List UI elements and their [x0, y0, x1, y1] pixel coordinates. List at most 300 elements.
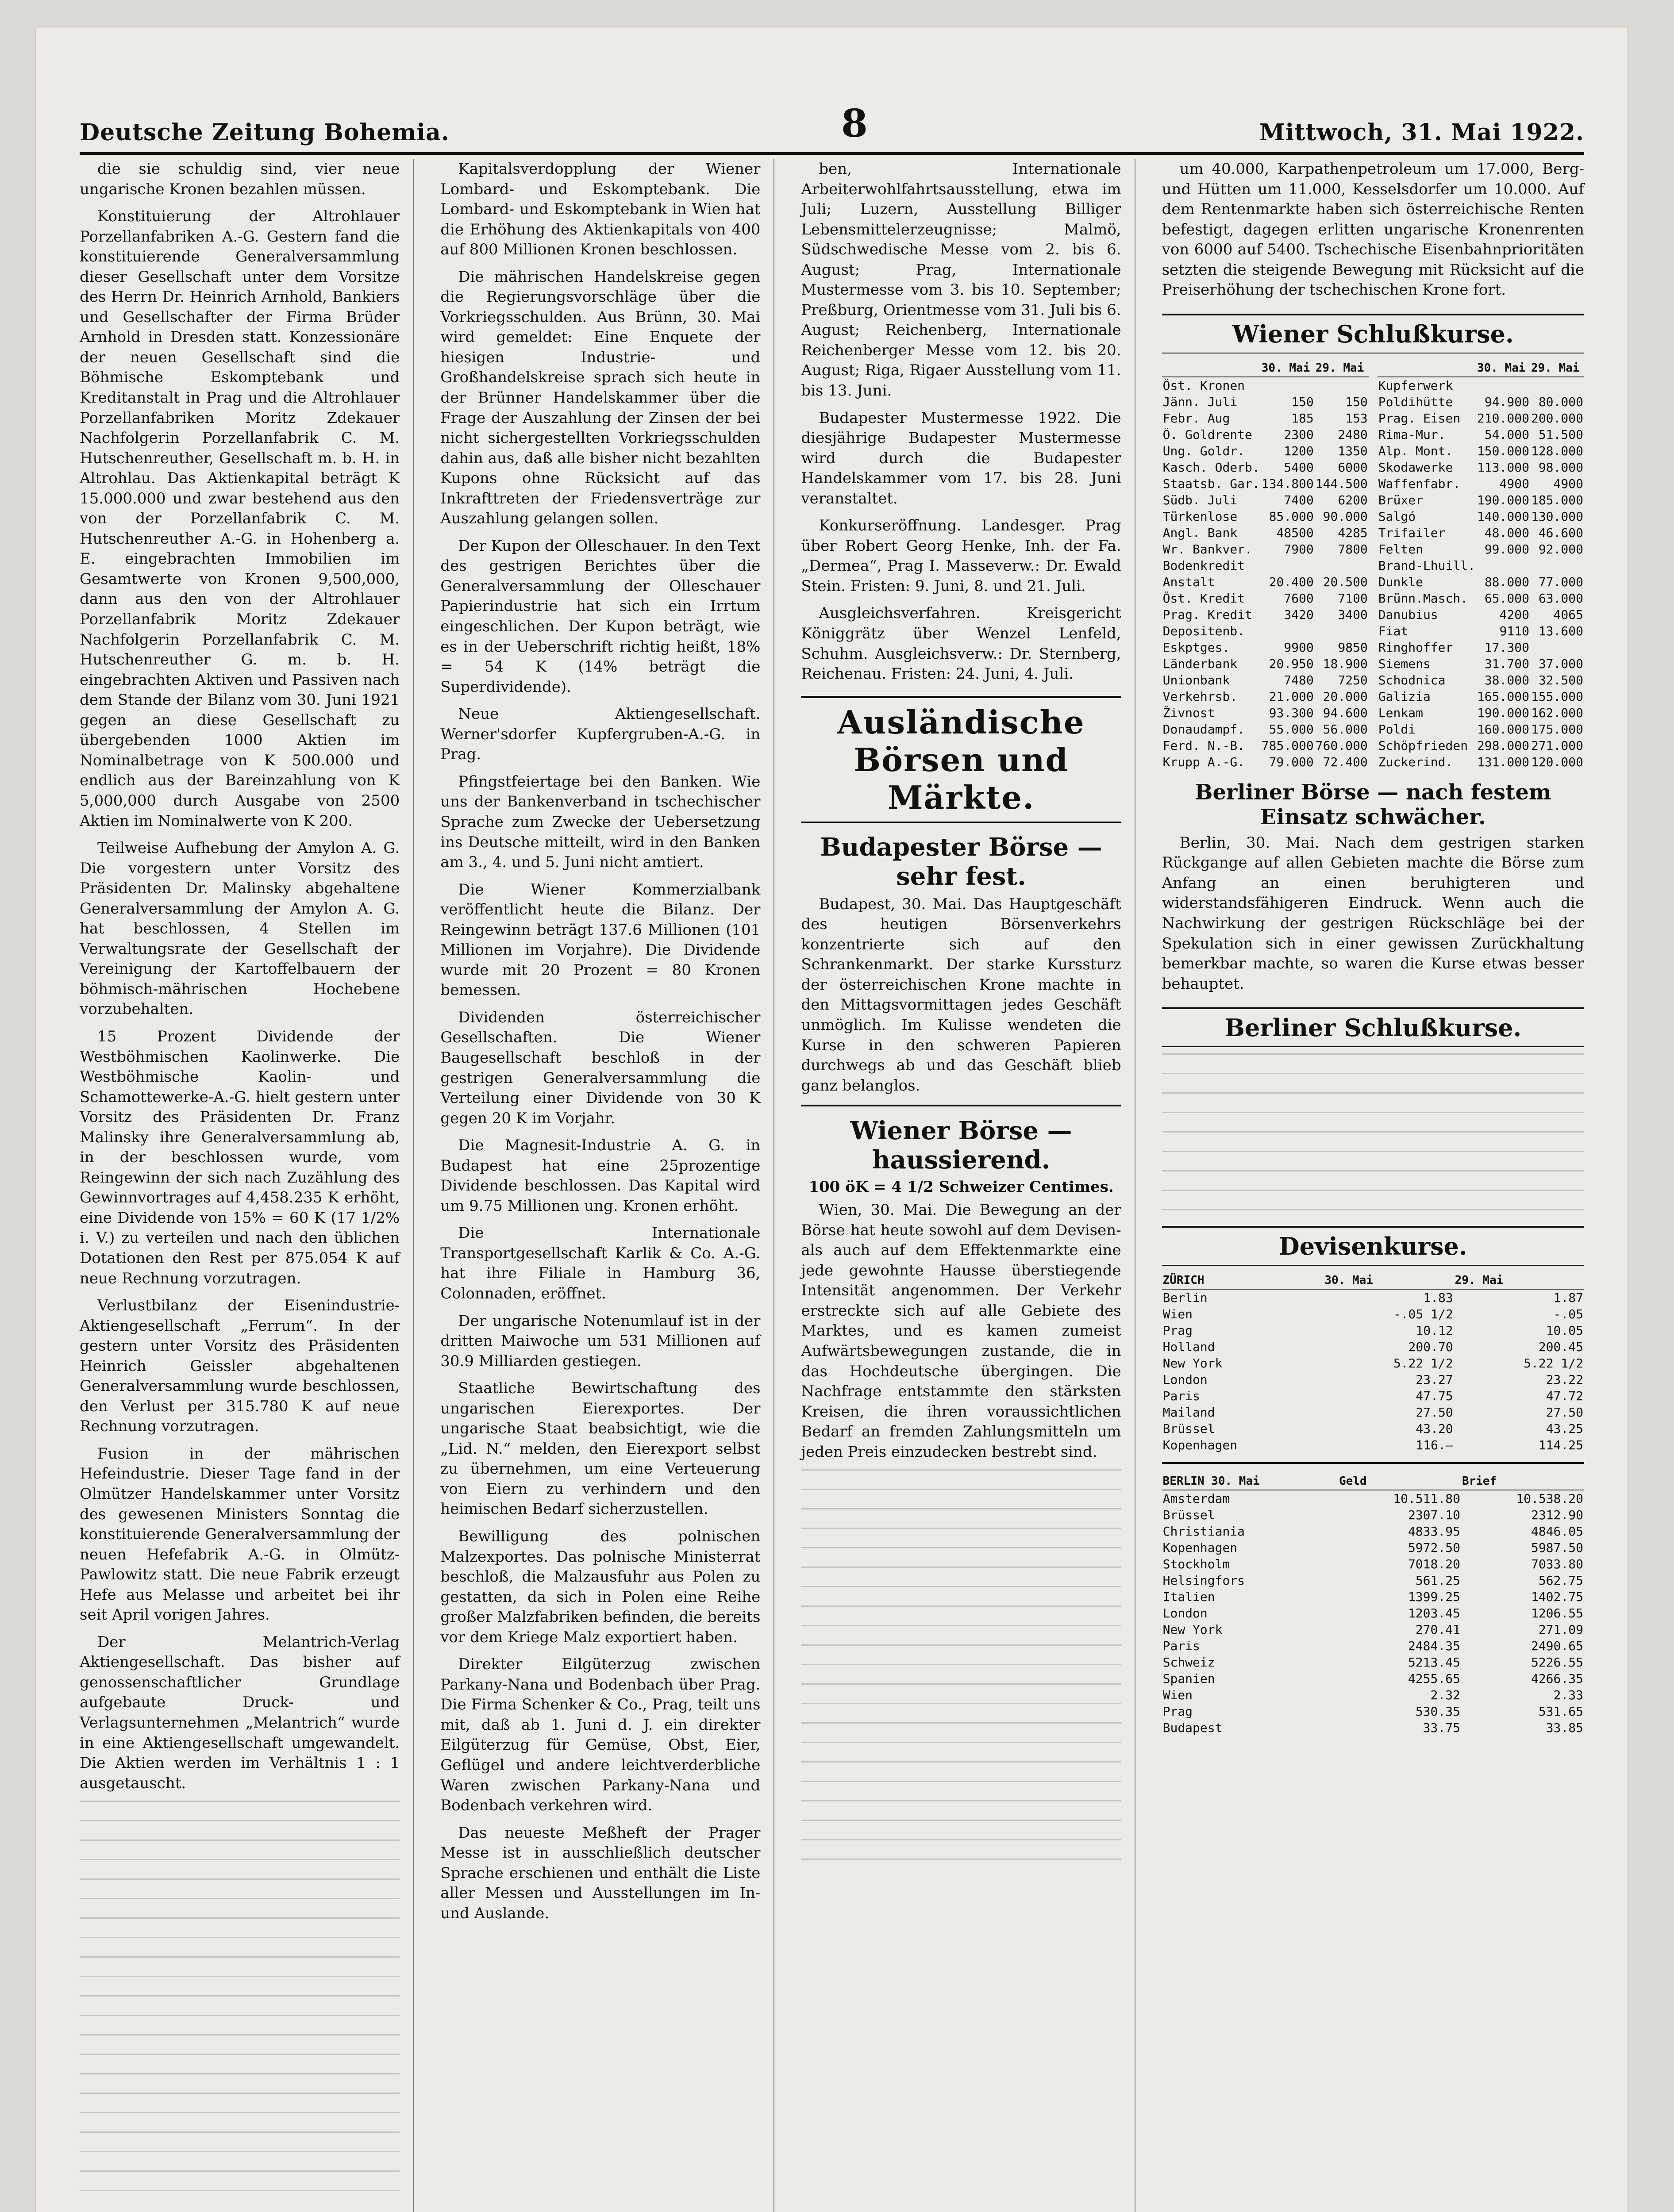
article-paragraph: Die Wiener Kommerzialbank veröffentlicht heute die Bilanz. Der Reingewinn beträgt 137.6 Millionen (101 Millionen im Vorjahre). Die Dividende wurde mit 20 Prozent = 80 Kronen bemessen. — [440, 880, 761, 999]
quote-value: 48500 — [1276, 525, 1314, 540]
quote-value: 3400 — [1338, 607, 1368, 622]
table-header-row — [1162, 360, 1369, 377]
quote-value: 10.12 — [1416, 1323, 1453, 1338]
quote-value — [1261, 557, 1315, 574]
security-name: Prag. Kredit — [1162, 607, 1252, 622]
quote-value: 5972.50 — [1408, 1540, 1460, 1555]
quote-value: 9110 — [1499, 623, 1529, 638]
table-row — [1162, 1421, 1584, 1437]
quote-value — [1476, 377, 1530, 394]
quote-value: 5.22 1/2 — [1393, 1356, 1453, 1371]
quote-value: 5987.50 — [1531, 1540, 1583, 1555]
column-1 — [80, 159, 414, 2212]
quote-value: 7900 — [1284, 541, 1314, 557]
quote-value: 80.000 — [1538, 394, 1583, 409]
quote-value: 23.27 — [1416, 1372, 1453, 1387]
table-row — [1162, 1404, 1584, 1421]
quote-value: 6000 — [1338, 460, 1368, 475]
security-name: Mailand — [1162, 1405, 1215, 1420]
article-paragraph: die sie schuldig sind, vier neue ungarische Kronen bezahlen müssen. — [80, 160, 400, 198]
quote-value: 20.400 — [1269, 574, 1314, 589]
security-name: Febr. Aug — [1162, 411, 1230, 426]
security-name: Ö. Goldrente — [1162, 427, 1252, 442]
column-header: Brief — [1461, 1473, 1584, 1490]
quote-value: 144.500 — [1315, 476, 1368, 491]
security-name: Rima-Mur. — [1378, 427, 1446, 442]
quote-value: 1200 — [1284, 443, 1314, 458]
table-row — [1162, 557, 1369, 574]
security-name: Dunkle — [1378, 574, 1423, 589]
security-name: Brüxer — [1378, 492, 1423, 507]
article-paragraph: Budapest, 30. Mai. Das Hauptgeschäft des heutigen Börsenverkehrs konzentrierte sich auf den Schrankenmarkt. Der starke Kurssturz der österreichischen Krone machte in den Mittagsvormittagen jedes Geschäft unmöglich. Im Kulisse wendeten die Kurse in den schweren Papieren durchwegs ab und das Geschäft blieb ganz belanglos. — [801, 895, 1121, 1094]
table-row — [1162, 1589, 1584, 1605]
table-row — [1162, 656, 1369, 672]
quote-value: 93.300 — [1269, 705, 1314, 720]
quote-value: 27.50 — [1416, 1405, 1453, 1420]
quote-value — [1261, 377, 1315, 394]
table-row — [1162, 754, 1369, 770]
quote-value: 7400 — [1284, 492, 1314, 507]
quote-value: 162.000 — [1531, 705, 1583, 720]
quote-value: 185.000 — [1531, 492, 1583, 507]
article-paragraph: 15 Prozent Dividende der Westböhmischen Kaolinwerke. Die Westböhmische Kaolin- und Schamottewerke-A.-G. hielt gestern unter Vorsitz des Präsidenten Dr. Franz Malinsky ihre Generalversammlung ab, in der beschlossen wurde, vom Reingewinn der sich nach Zuzählung des Gewinnvortrages auf 4,458.235 K erhöht, eine Dividende von 15% = 60 K (17 1/2% i. V.) zu verteilen und nach den üblichen Dotationen den Rest per 875.054 K auf neue Rechnung vorzutragen. — [80, 1027, 400, 1287]
quote-value: 27.50 — [1546, 1405, 1583, 1420]
berlin-heading: Berliner Börse — nach festem Einsatz schwächer. — [1194, 780, 1551, 830]
zurich-quote-table — [1162, 1272, 1584, 1453]
security-name: Wien — [1162, 1688, 1193, 1703]
column-4 — [1162, 159, 1584, 2212]
column-header: 30. Mai — [1476, 360, 1530, 377]
table-row — [1162, 1556, 1584, 1572]
security-name: Öst. Kredit — [1162, 591, 1245, 606]
column-header: BERLIN 30. Mai — [1162, 1473, 1338, 1490]
table-row — [1162, 1572, 1584, 1589]
article-paragraph: Wien, 30. Mai. Die Bewegung an der Börse hat heute sowohl auf dem Devisen- als auch auf dem Effektenmarkte eine jede gewohnte Hausse überstiegende Intensität angenommen. Der Verkehr erstreckte sich auf alle Gebiete des Marktes, und es kamen zumeist Aufwärtsbewegungen zustande, die in das Hochdeutsche übergingen. Die Nachfrage entstammte den stärksten Kreisen, die ihren voraussichtlichen Bedarf an fremden Zahlungsmitteln um jeden Preis einzudecken bestrebt sind. — [801, 1201, 1121, 1461]
table-row — [1162, 410, 1369, 426]
quote-value: 20.500 — [1323, 574, 1368, 589]
security-name: Wien — [1162, 1307, 1193, 1322]
quote-value: 79.000 — [1269, 754, 1314, 769]
quote-value: 7480 — [1284, 672, 1314, 687]
quote-value: 20.000 — [1323, 689, 1368, 704]
table-row — [1378, 426, 1584, 443]
section-heading: Ausländische Börsen und Märkte. — [801, 696, 1121, 823]
article-columns — [80, 159, 1584, 2212]
quote-value — [1315, 557, 1369, 574]
article-paragraph: Bewilligung des polnischen Malzexportes. Das polnische Ministerrat beschloß, die Malzausfuhr aus Polen zu gestatten, da sich in Polen eine Reihe großer Malzfabriken befinden, die bereits vor dem Kriege Malz exportiert haben. — [440, 1528, 761, 1646]
quote-value: 150 — [1345, 394, 1368, 409]
quote-value: 33.75 — [1423, 1720, 1460, 1736]
security-name: Brünn.Masch. — [1378, 591, 1468, 606]
quote-value: 271.09 — [1538, 1622, 1583, 1637]
security-name: New York — [1162, 1356, 1223, 1371]
table-row — [1378, 721, 1584, 737]
table-row — [1162, 574, 1369, 590]
table-row — [1162, 459, 1369, 476]
security-name: Amsterdam — [1162, 1491, 1230, 1506]
quote-value: 4846.05 — [1531, 1524, 1583, 1539]
budapest-heading: Budapester Börse — sehr fest. — [820, 832, 1102, 891]
security-name: Jänn. Juli — [1162, 394, 1238, 409]
quote-value: 77.000 — [1538, 574, 1583, 589]
quote-value: 190.000 — [1477, 705, 1529, 720]
table-row — [1162, 1322, 1584, 1339]
quote-value: 90.000 — [1323, 509, 1368, 524]
quote-value: 7250 — [1338, 672, 1368, 687]
quote-value: 21.000 — [1269, 689, 1314, 704]
quote-value: 530.35 — [1415, 1704, 1460, 1719]
security-name: Berlin — [1162, 1290, 1208, 1306]
quote-value: 165.000 — [1477, 689, 1529, 704]
article-paragraph: Der Melantrich-Verlag Aktiengesellschaft. Das bisher auf genossenschaftlicher Grundlage aufgebaute Druck- und Verlagsunternehmen „Melantrich“ wurde in eine Aktiengesellschaft umgewandelt. Die Aktien werden im Verhältnis 1 : 1 ausgetauscht. — [80, 1633, 400, 1792]
security-name: Anstalt — [1162, 574, 1215, 589]
security-name: Galizia — [1378, 689, 1431, 704]
article-paragraph: Dividenden österreichischer Gesellschaften. Die Wiener Baugesellschaft beschloß in der gestrigen Generalversammlung die Verteilung einer Dividende von 30 K gegen 20 K im Vorjahr. — [440, 1008, 761, 1127]
security-name: Budapest — [1162, 1720, 1223, 1736]
security-name: Schöpfrieden — [1378, 738, 1468, 753]
security-name: Fiat — [1378, 623, 1408, 638]
quote-value: 98.000 — [1538, 460, 1583, 475]
table-row — [1378, 394, 1584, 410]
berlin-devisen-table — [1162, 1473, 1584, 1736]
table-row — [1162, 721, 1369, 737]
security-name: Stockholm — [1162, 1557, 1230, 1572]
security-name: Salgó — [1378, 509, 1416, 524]
article-paragraph: Kapitalsverdopplung der Wiener Lombard- und Eskomptebank. Die Lombard- und Eskomptebank in Wien hat die Erhöhung des Aktienkapitals von 400 auf 800 Millionen Kronen beschlossen. — [440, 160, 761, 259]
table-row — [1162, 1638, 1584, 1654]
quote-value: 1350 — [1338, 443, 1368, 458]
table-row — [1162, 590, 1369, 607]
table-row — [1378, 705, 1584, 721]
quote-value: 562.75 — [1538, 1573, 1583, 1588]
quote-value: 38.000 — [1484, 672, 1529, 687]
quote-value: 4833.95 — [1408, 1524, 1460, 1539]
quote-value: 99.000 — [1484, 541, 1529, 557]
security-name: Waffenfabr. — [1378, 476, 1461, 491]
quote-tables — [1162, 360, 1584, 770]
security-name: Siemens — [1378, 656, 1431, 671]
quote-value: -.05 — [1553, 1307, 1583, 1322]
quote-value — [1476, 557, 1530, 574]
quote-value: 54.000 — [1484, 427, 1529, 442]
quote-value: 153 — [1345, 411, 1368, 426]
page-number: 8 — [841, 101, 868, 146]
article-paragraph: Ausgleichsverfahren. Kreisgericht Königgrätz über Wenzel Lenfeld, Schuhm. Ausgleichsverw.: Dr. Sternberg, Reichenau. Fristen: 24. Juni, 4. Juli. — [801, 604, 1121, 683]
quote-table-left — [1162, 360, 1369, 770]
table-row — [1378, 656, 1584, 672]
table-row — [1162, 377, 1369, 394]
quote-value: 88.000 — [1484, 574, 1529, 589]
security-name: Christiania — [1162, 1524, 1245, 1539]
wien-heading: Wiener Börse — haussierend. — [850, 1116, 1072, 1175]
security-name: Ung. Goldr. — [1162, 443, 1245, 458]
table-row — [1162, 1523, 1584, 1540]
table-row — [1162, 688, 1369, 705]
table-row — [1162, 1654, 1584, 1671]
table-row — [1162, 525, 1369, 541]
quote-value: 116.— — [1416, 1438, 1453, 1453]
article-paragraph: Die Magnesit-Industrie A. G. in Budapest hat eine 25prozentige Dividende beschlossen. Das Kapital wird um 9.75 Millionen ung. Kronen erhöht. — [440, 1137, 761, 1215]
article-paragraph: ben, Internationale Arbeiterwohlfahrtsausstellung, etwa im Juli; Luzern, Ausstellung Billiger Lebensmittelerzeugnisse; Malmö, Südschwedische Messe vom 2. bis 6. August; Prag, Internationale Mustermesse vom 3. bis 10. September; Preßburg, Orientmesse vom 31. Juli bis 6. August; Reichenberg, Internationale Reichenberger Messe vom 12. bis 20. August; Riga, Rigaer Ausstellung vom 11. bis 13. Juni. — [801, 160, 1121, 400]
article-paragraph: Konstituierung der Altrohlauer Porzellanfabriken A.-G. Gestern fand die konstituierende Generalversammlung dieser Gesellschaft unter dem Vorsitze des Herrn Dr. Heinrich Arnhold, Bankiers und Gesellschafter der Firma Brüder Arnhold in Dresden statt. Konzessionäre der neuen Gesellschaft sind die Böhmische Eskomptebank und Kreditanstalt in Prag und die Altrohlauer Porzellanfabriken Moritz Zdekauer Nachfolgerin Porzellanfabrik C. M. Hutschenreuther, Gesellschaft m. b. H. in Altrohlau. Das Aktienkapital beträgt K 15.000.000 und zwar bestehend aus den von der Porzellanfabrik C. M. Hutschenreuther A.-G. in Hohenberg a. E. eingebrachten Immobilien im Gesamtwerte von Kronen 9,500,000, dann aus den von der Altrohlauer Porzellanfabrik Moritz Zdekauer Nachfolgerin Porzellanfabrik C. M. Hutschenreuther G. m. b. H. eingebrachten Aktiven und Passiven nach dem Stande der Bilanz vom 30. Juni 1921 gegen an diese Gesellschaft zu übergebenden 1000 Aktien im Nominalbetrage von K 500.000 und endlich aus der Bareinzahlung von K 5,000,000 durch Ausgabe von 2500 Aktien im Nominalwerte von K 200. — [80, 207, 400, 830]
security-name: Kupferwerk — [1378, 378, 1453, 393]
table-row — [1378, 410, 1584, 426]
quote-value: -.05 1/2 — [1393, 1307, 1453, 1322]
table-row — [1162, 1507, 1584, 1523]
issue-date: Mittwoch, 31. Mai 1922. — [1259, 119, 1584, 146]
table-row — [1162, 1540, 1584, 1556]
quote-value: 13.600 — [1538, 623, 1583, 638]
quote-value: 94.900 — [1484, 394, 1529, 409]
table-row — [1162, 426, 1369, 443]
quote-value: 33.85 — [1546, 1720, 1583, 1736]
security-name: Holland — [1162, 1340, 1215, 1355]
security-name: Unionbank — [1162, 672, 1230, 687]
security-name: Lenkam — [1378, 705, 1423, 720]
table-row — [1378, 557, 1584, 574]
security-name: Italien — [1162, 1590, 1215, 1605]
table-row — [1162, 508, 1369, 525]
security-name: Depositenb. — [1162, 623, 1245, 638]
table-row — [1162, 1289, 1584, 1306]
column-header — [1162, 360, 1261, 377]
wiener-schlusskurse-heading: Wiener Schlußkurse. — [1162, 314, 1584, 353]
table-row — [1162, 1687, 1584, 1703]
security-name: Brand-Lhuill. — [1378, 558, 1475, 573]
article-paragraph: Die mährischen Handelskreise gegen die Regierungsvorschläge über die Vorkriegsschulden. Aus Brünn, 30. Mai wird gemeldet: Eine Enquete der hiesigen Industrie- und Großhandelskreise sprach sich heute in der Brünner Handelskammer über die Frage der Auszahlung der Zinsen der bei nicht sichergestellten Vorkriegsschulden dahin aus, daß alle bisher nicht bezahlten Kupons ohne Rücksicht auf das Inkrafttreten der Friedensverträge zur Auszahlung gelangen sollen. — [440, 268, 761, 528]
quote-value — [1530, 639, 1584, 656]
table-row — [1162, 1720, 1584, 1736]
text-lines — [801, 1469, 1121, 1867]
column-header — [1378, 360, 1476, 377]
quote-value: 48.000 — [1484, 525, 1529, 540]
article-paragraph: Pfingstfeiertage bei den Banken. Wie uns der Bankenverband in tschechischer Sprache zum Zwecke der Uebersetzung ins Deutsche mitteilt, wird in den Banken am 3., 4. und 5. Juni nicht amtiert. — [440, 772, 761, 872]
table-row — [1378, 525, 1584, 541]
table-row — [1162, 623, 1369, 639]
table-header-row — [1162, 1272, 1584, 1289]
quote-value — [1530, 377, 1584, 394]
quote-value: 150.000 — [1477, 443, 1529, 458]
quote-table-right — [1378, 360, 1584, 770]
security-name: Brüssel — [1162, 1421, 1215, 1436]
quote-value: 5.22 1/2 — [1524, 1356, 1583, 1371]
table-row — [1162, 541, 1369, 557]
security-name: Paris — [1162, 1389, 1200, 1404]
security-name: Länderbank — [1162, 656, 1238, 671]
text-lines — [80, 1801, 400, 2199]
table-row — [1378, 476, 1584, 492]
table-row — [1378, 737, 1584, 754]
quote-value: 175.000 — [1531, 722, 1583, 737]
quote-value: 10.538.20 — [1516, 1491, 1583, 1506]
quote-value: 2312.90 — [1531, 1508, 1583, 1523]
table-header-row — [1162, 1473, 1584, 1490]
table-row — [1378, 607, 1584, 623]
security-name: Poldihütte — [1378, 394, 1453, 409]
table-row — [1378, 590, 1584, 607]
article-paragraph: Die Internationale Transportgesellschaft Karlik & Co. A.-G. hat ihre Filiale in Hamburg 36, Colonnaden, eröffnet. — [440, 1224, 761, 1302]
security-name: Prag. Eisen — [1378, 411, 1461, 426]
quote-value: 2.33 — [1553, 1688, 1583, 1703]
security-name: Poldi — [1378, 722, 1416, 737]
security-name: Brüssel — [1162, 1508, 1215, 1523]
quote-value: 7100 — [1338, 591, 1368, 606]
quote-value: 2484.35 — [1408, 1639, 1460, 1654]
quote-value: 1399.25 — [1408, 1590, 1460, 1605]
quote-value: 200.45 — [1538, 1340, 1583, 1355]
security-name: Prag — [1162, 1704, 1193, 1719]
quote-value: 72.400 — [1323, 754, 1368, 769]
column-3 — [801, 159, 1135, 2212]
quote-value: 4065 — [1553, 607, 1583, 622]
security-name: Kasch. Oderb. — [1162, 460, 1260, 475]
security-name: Paris — [1162, 1639, 1200, 1654]
column-header: 29. Mai — [1315, 360, 1369, 377]
security-name: Skodawerke — [1378, 460, 1453, 475]
quote-value: 32.500 — [1538, 672, 1583, 687]
table-row — [1162, 1605, 1584, 1621]
quote-value: 200.000 — [1531, 411, 1583, 426]
table-row — [1162, 1339, 1584, 1355]
article-paragraph: Budapester Mustermesse 1922. Die diesjährige Budapester Mustermesse wird durch die Budapester Handelskammer vom 17. bis 28. Juni veranstaltet. — [801, 409, 1121, 507]
quote-value: 7018.20 — [1408, 1557, 1460, 1572]
table-row — [1162, 476, 1369, 492]
article-paragraph: Staatliche Bewirtschaftung des ungarischen Eierexportes. Der ungarische Staat beabsichtigt, wie die „Lid. N.“ melden, den Eierexport selbst zu übernehmen, um eine Verteuerung von Eiern zu verhindern und den heimischen Bedarf sicherzustellen. — [440, 1379, 761, 1518]
security-name: Kopenhagen — [1162, 1540, 1238, 1555]
quote-value: 4900 — [1553, 476, 1583, 491]
quote-value: 46.600 — [1538, 525, 1583, 540]
quote-value: 185 — [1291, 411, 1314, 426]
quote-value: 210.000 — [1477, 411, 1529, 426]
quote-value: 130.000 — [1531, 509, 1583, 524]
page-header — [80, 93, 1584, 155]
security-name: Türkenlose — [1162, 509, 1238, 524]
table-row — [1162, 1671, 1584, 1687]
table-row — [1162, 492, 1369, 508]
quote-value — [1530, 557, 1584, 574]
article-paragraph: Berlin, 30. Mai. Nach dem gestrigen starken Rückgange auf allen Gebieten machte die Börse zum Anfang an einen beruhigteren und widerstandsfähigeren Eindruck. Wenn auch die Nachwirkung der gestrigen Rückschläge bei der Spekulation sich in einer gewissen Zurückhaltung bemerkbar machte, so waren die Kurse etwas besser behauptet. — [1162, 833, 1584, 993]
quote-value: 1402.75 — [1531, 1590, 1583, 1605]
security-name: Kopenhagen — [1162, 1438, 1238, 1453]
table-row — [1162, 639, 1369, 656]
quote-value — [1315, 377, 1369, 394]
quote-value: 4200 — [1499, 607, 1529, 622]
table-row — [1162, 1355, 1584, 1371]
article-paragraph: Direkter Eilgüterzug zwischen Parkany-Nana und Bodenbach über Prag. Die Firma Schenker & Co., Prag, teilt uns mit, daß ab 1. Juni d. J. ein direkter Eilgüterzug für Gemüse, Obst, Eier, Geflügel und andere leichtverderbliche Waren zwischen Parkany-Nana und Bodenbach verkehren wird. — [440, 1655, 761, 1815]
table-row — [1378, 623, 1584, 639]
table-row — [1378, 377, 1584, 394]
quote-value: 160.000 — [1477, 722, 1529, 737]
quote-value — [1315, 623, 1369, 639]
quote-value: 190.000 — [1477, 492, 1529, 507]
quote-value: 47.75 — [1416, 1389, 1453, 1404]
article-paragraph: Der Kupon der Olleschauer. In den Text des gestrigen Berichtes über die Generalversammlung der Olleschauer Papierindustrie hat sich ein Irrtum eingeschlichen. Der Kupon beträgt, wie es in der Ueberschrift richtig heißt, 18% = 54 K (14% beträgt die Superdividende). — [440, 537, 761, 696]
quote-value: 7033.80 — [1531, 1557, 1583, 1572]
quote-value: 43.25 — [1546, 1421, 1583, 1436]
quote-value: 43.20 — [1416, 1421, 1453, 1436]
quote-value: 785.000 — [1261, 738, 1314, 753]
quote-value: 531.65 — [1538, 1704, 1583, 1719]
column-2 — [440, 159, 774, 2212]
quote-value: 120.000 — [1531, 754, 1583, 769]
table-row — [1162, 607, 1369, 623]
divider — [1162, 1462, 1584, 1464]
security-name: Danubius — [1378, 607, 1438, 622]
table-row — [1162, 1388, 1584, 1404]
quote-value: 9900 — [1284, 640, 1314, 655]
quote-value: 2490.65 — [1531, 1639, 1583, 1654]
table-row — [1378, 541, 1584, 557]
security-name: Felten — [1378, 541, 1423, 557]
table-row — [1162, 1621, 1584, 1638]
quote-value: 94.600 — [1323, 705, 1368, 720]
quote-value: 4255.65 — [1408, 1671, 1460, 1686]
quote-value: 7600 — [1284, 591, 1314, 606]
column-header: ZÜRICH — [1162, 1272, 1324, 1289]
security-name: Schodnica — [1378, 672, 1446, 687]
newspaper-page — [35, 27, 1628, 2212]
table-row — [1162, 1371, 1584, 1388]
quote-value: 5213.45 — [1408, 1655, 1460, 1670]
quote-value: 4266.35 — [1531, 1671, 1583, 1686]
security-name: Eskptges. — [1162, 640, 1230, 655]
quote-value: 2300 — [1284, 427, 1314, 442]
table-row — [1378, 459, 1584, 476]
article-paragraph: Teilweise Aufhebung der Amylon A. G. Die vorgestern unter Vorsitz des Präsidenten Dr. Malinsky abgehaltene Generalversammlung der Amylon A. G. hat beschlossen, 4 Stellen im Verwaltungsrate der Gesellschaft der Vereinigung der Kartoffelbauern der böhmisch-mährischen Hochebene vorzubehalten. — [80, 839, 400, 1018]
quote-value: 3420 — [1284, 607, 1314, 622]
quote-value: 113.000 — [1477, 460, 1529, 475]
security-name: Živnost — [1162, 705, 1215, 720]
quote-value: 1206.55 — [1531, 1606, 1583, 1621]
exchange-note: 100 öK = 4 1/2 Schweizer Centimes. — [808, 1178, 1114, 1196]
security-name: Wr. Bankver. — [1162, 541, 1252, 557]
quote-value: 200.70 — [1408, 1340, 1453, 1355]
column-header: Geld — [1338, 1473, 1461, 1490]
quote-value: 31.700 — [1484, 656, 1529, 671]
article-paragraph: Neue Aktiengesellschaft. Werner'sdorfer Kupfergruben-A.-G. in Prag. — [440, 705, 761, 764]
devisenkurse-heading: Devisenkurse. — [1162, 1226, 1584, 1266]
quote-value: 63.000 — [1538, 591, 1583, 606]
column-header: 29. Mai — [1530, 360, 1584, 377]
table-row — [1162, 1703, 1584, 1720]
table-row — [1162, 705, 1369, 721]
table-row — [1378, 754, 1584, 770]
quote-value: 134.800 — [1261, 476, 1314, 491]
security-name: Trifailer — [1378, 525, 1446, 540]
quote-value: 5226.55 — [1531, 1655, 1583, 1670]
column-header: 30. Mai — [1324, 1272, 1454, 1289]
quote-value: 1.83 — [1423, 1290, 1453, 1306]
security-name: London — [1162, 1372, 1208, 1387]
table-row — [1378, 688, 1584, 705]
table-row — [1378, 574, 1584, 590]
quote-value: 51.500 — [1538, 427, 1583, 442]
quote-value: 10.05 — [1546, 1323, 1583, 1338]
security-name: Schweiz — [1162, 1655, 1215, 1670]
table-row — [1162, 443, 1369, 459]
quote-value: 114.25 — [1538, 1438, 1583, 1453]
table-row — [1162, 1306, 1584, 1322]
quote-value: 298.000 — [1477, 738, 1529, 753]
quote-value: 131.000 — [1477, 754, 1529, 769]
quote-value: 55.000 — [1269, 722, 1314, 737]
quote-value: 7800 — [1338, 541, 1368, 557]
article-paragraph: Fusion in der mährischen Hefeindustrie. Dieser Tage fand in der Olmützer Handelskammer unter Vorsitz des gewesenen Ministers Sonntag die konstituierende Generalversammlung der neuen Hefefabrik A.-G. in Olmütz-Pawlowitz statt. Die neue Fabrik erzeugt Hefe aus Melasse und arbeitet bei ihr seit April vorigen Jahres. — [80, 1444, 400, 1624]
quote-value: 128.000 — [1531, 443, 1583, 458]
security-name: London — [1162, 1606, 1208, 1621]
quote-value: 23.22 — [1546, 1372, 1583, 1387]
quote-value: 271.000 — [1531, 738, 1583, 753]
